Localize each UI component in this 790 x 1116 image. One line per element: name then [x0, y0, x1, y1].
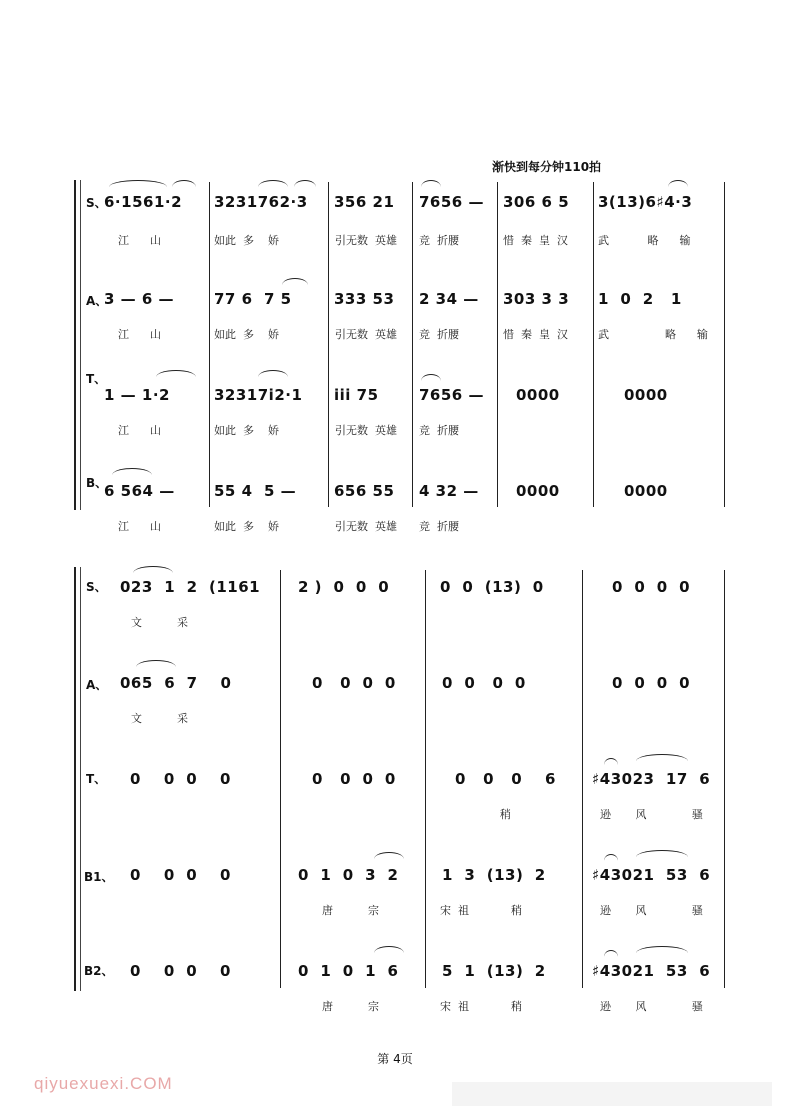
lyrics: 竞 折腰 [419, 424, 459, 437]
lyrics: 引无数 英雄 [335, 234, 397, 247]
slur [112, 468, 152, 475]
barline [209, 182, 210, 507]
notes: 0 0 0 0 [442, 674, 526, 692]
notes: 656 55 [334, 482, 395, 500]
lyrics: 竞 折腰 [419, 328, 459, 341]
notes: 3 — 6 — [104, 290, 175, 308]
barline [412, 182, 413, 507]
part-label-bass2: B2、 [84, 964, 114, 978]
lyrics: 江 山 [118, 234, 161, 247]
notes: 0000 [516, 386, 560, 404]
slur [636, 754, 688, 761]
notes: 023 1 2 (1161 [120, 578, 261, 596]
part-label-soprano: S、 [86, 196, 107, 210]
slur [374, 852, 404, 859]
lyrics: 江 山 [118, 424, 161, 437]
notes: 0 0 0 0 [130, 866, 231, 884]
notes: 356 21 [334, 193, 395, 211]
slur [133, 566, 173, 573]
part-label-soprano: S、 [86, 580, 107, 594]
slur [636, 850, 688, 857]
notes: 0 0 0 0 [612, 578, 691, 596]
lyrics: 逊 风 骚 [600, 1000, 703, 1013]
lyrics: 稍 [430, 808, 511, 821]
slur [258, 180, 288, 187]
lyrics: 逊 风 骚 [600, 808, 703, 821]
lyrics: 竞 折腰 [419, 234, 459, 247]
barline [724, 570, 725, 988]
page-number: 第 4页 [377, 1052, 413, 1066]
slur [282, 278, 308, 285]
lyrics: 如此 多 娇 [214, 424, 279, 437]
slur [421, 374, 441, 381]
part-label-alto: A、 [86, 678, 108, 692]
slur [258, 370, 288, 377]
lyrics: 江 山 [118, 520, 161, 533]
notes: 333 53 [334, 290, 395, 308]
lyrics: 武 略 输 [598, 234, 691, 247]
watermark-logo: qiyuexuexi.COM [34, 1074, 173, 1093]
notes: 0 0 0 0 [612, 674, 691, 692]
lyrics: 引无数 英雄 [335, 520, 397, 533]
barline [724, 182, 725, 507]
part-label-tenor: T、 [86, 372, 107, 386]
slur [668, 180, 688, 187]
lyrics: 引无数 英雄 [335, 424, 397, 437]
barline [582, 570, 583, 988]
lyrics: 文 采 [131, 712, 188, 725]
notes: 77 6 7 5 [214, 290, 292, 308]
notes: 7656 — [419, 386, 484, 404]
part-label-alto: A、 [86, 294, 108, 308]
slur [374, 946, 404, 953]
notes: 2 ) 0 0 0 [298, 578, 390, 596]
barline [497, 182, 498, 507]
notes: 0 1 0 1 6 [298, 962, 399, 980]
notes: 0 0 0 0 [130, 770, 231, 788]
slur [109, 180, 167, 187]
lyrics: 唐 宗 [322, 904, 379, 917]
notes: 0 0 0 0 [312, 674, 396, 692]
slur [604, 950, 618, 957]
notes: 0000 [624, 386, 668, 404]
notes: iii 75 [334, 386, 379, 404]
lyrics: 如此 多 娇 [214, 520, 279, 533]
notes: 6 564 — [104, 482, 175, 500]
part-label-bass: B、 [86, 476, 108, 490]
lyrics: 江 山 [118, 328, 161, 341]
lyrics: 引无数 英雄 [335, 328, 397, 341]
lyrics: 竞 折腰 [419, 520, 459, 533]
notes: 0000 [624, 482, 668, 500]
notes: 1 — 1·2 [104, 386, 170, 404]
system-brace-inner [80, 567, 81, 991]
slur [294, 180, 316, 187]
notes: 6·1561·2 [104, 193, 183, 211]
notes: 0 0 (13) 0 [440, 578, 544, 596]
notes: 1 0 2 1 [598, 290, 682, 308]
lyrics: 宋 祖 稍 [440, 1000, 522, 1013]
slur [172, 180, 196, 187]
notes: 32317i2·1 [214, 386, 303, 404]
notes: 55 4 5 — [214, 482, 297, 500]
lyrics: 唐 宗 [322, 1000, 379, 1013]
notes: ♯43021 53 6 [592, 866, 711, 884]
notes: 5 1 (13) 2 [442, 962, 546, 980]
barline [425, 570, 426, 988]
notes: ♯43021 53 6 [592, 962, 711, 980]
notes: 0 0 0 6 [455, 770, 556, 788]
notes: 7656 — [419, 193, 484, 211]
notes: 3(13)6♯4·3 [598, 193, 693, 211]
notes: 0000 [516, 482, 560, 500]
notes: 1 3 (13) 2 [442, 866, 546, 884]
slur [136, 660, 176, 667]
system-brace [74, 567, 76, 991]
system-brace-inner [80, 180, 81, 510]
lyrics: 武 略 输 [598, 328, 708, 341]
slur [156, 370, 196, 377]
lyrics: 如此 多 娇 [214, 234, 279, 247]
barline [593, 182, 594, 507]
notes: 065 6 7 0 [120, 674, 232, 692]
notes: 0 0 0 0 [312, 770, 396, 788]
notes: 0 1 0 3 2 [298, 866, 399, 884]
slur [636, 946, 688, 953]
lyrics: 惜 秦 皇 汉 [503, 234, 568, 247]
notes: 303 3 3 [503, 290, 570, 308]
lyrics: 宋 祖 稍 [440, 904, 522, 917]
part-label-tenor: T、 [86, 772, 107, 786]
lyrics: 文 采 [131, 616, 188, 629]
notes: ♯43023 17 6 [592, 770, 711, 788]
notes: 306 6 5 [503, 193, 570, 211]
watermark-band [452, 1082, 772, 1106]
lyrics: 惜 秦 皇 汉 [503, 328, 568, 341]
notes: 3231762·3 [214, 193, 308, 211]
barline [280, 570, 281, 988]
slur [604, 758, 618, 765]
notes: 4 32 — [419, 482, 479, 500]
tempo-marking: 渐快到每分钟110拍 [492, 160, 602, 174]
lyrics: 逊 风 骚 [600, 904, 703, 917]
notes: 2 34 — [419, 290, 479, 308]
slur [421, 180, 441, 187]
slur [604, 854, 618, 861]
notes: 0 0 0 0 [130, 962, 231, 980]
barline [328, 182, 329, 507]
lyrics: 如此 多 娇 [214, 328, 279, 341]
part-label-bass1: B1、 [84, 870, 114, 884]
system-brace [74, 180, 76, 510]
